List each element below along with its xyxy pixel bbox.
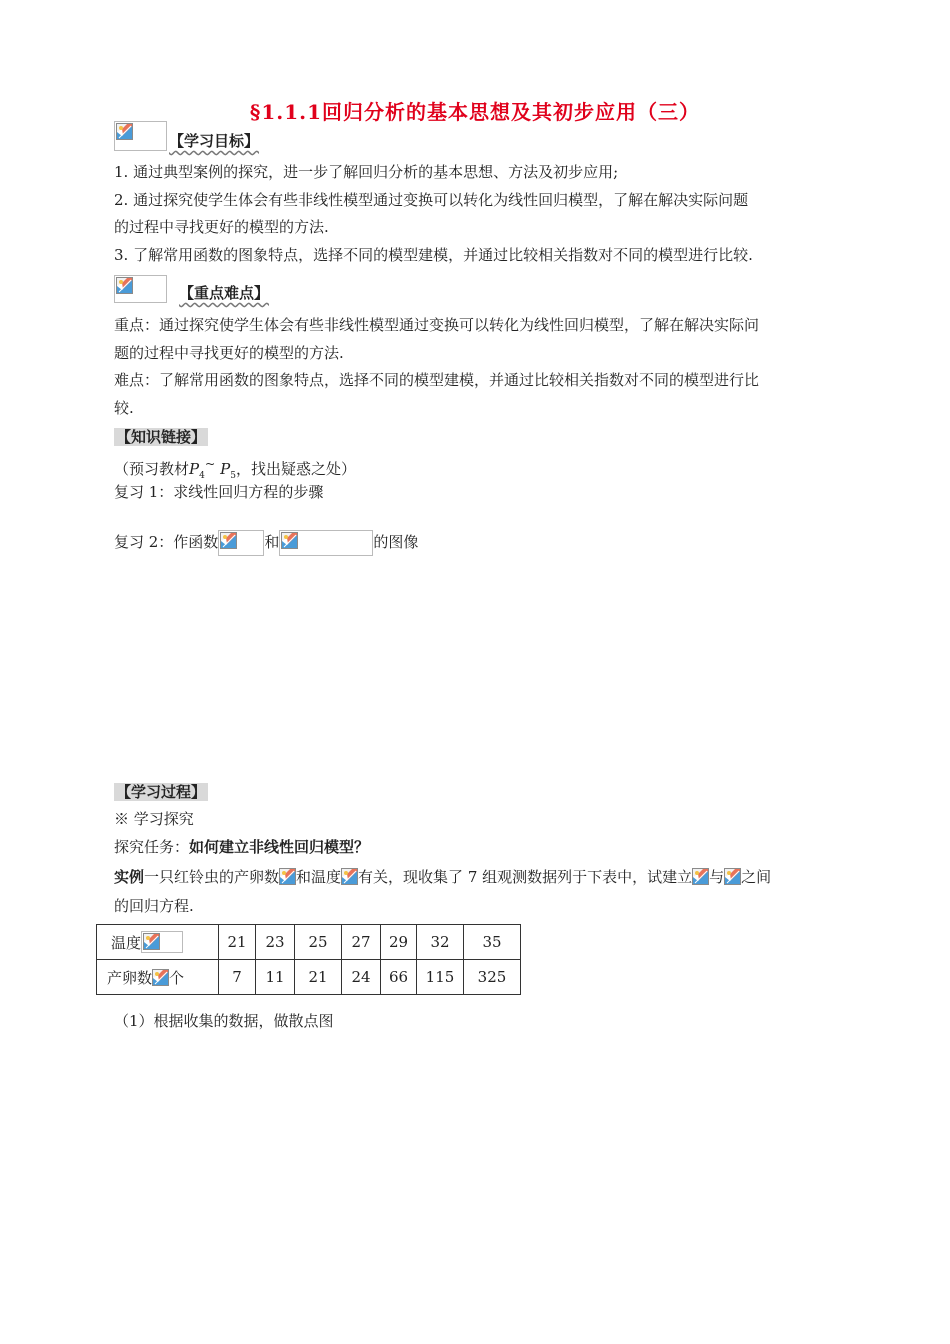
preview-suffix: ，找出疑惑之处） — [235, 460, 356, 478]
temperature-label: 温度 — [111, 934, 142, 952]
broken-image-placeholder — [114, 275, 167, 303]
difficulty-line: 较. — [114, 399, 134, 417]
table-cell: 11 — [256, 960, 295, 995]
page-title: §1.1.1回归分析的基本思想及其初步应用（三） — [249, 100, 701, 124]
table-header-cell — [97, 925, 219, 960]
broken-image-icon — [116, 277, 133, 294]
table-header-cell — [97, 960, 219, 995]
table-cell: 27 — [342, 925, 381, 960]
preview-prefix: （预习教材 — [114, 460, 190, 478]
page-ref-p: P — [189, 460, 200, 478]
key-point-line: 重点：通过探究使学生体会有些非线性模型通过变换可以转化为线性回归模型，了解在解决实际问 — [114, 316, 760, 334]
difficulty-line: 难点：了解常用函数的图象特点，选择不同的模型建模，并通过比较相关指数对不同的模型进行比 — [114, 371, 760, 389]
example-line — [114, 866, 771, 888]
example-line-2: 的回归方程. — [114, 897, 194, 915]
broken-image-icon — [724, 868, 741, 885]
review-2-suffix: 的图像 — [373, 533, 419, 551]
table-cell: 66 — [381, 960, 417, 995]
broken-image-icon — [152, 969, 169, 986]
broken-image-placeholder — [114, 121, 167, 151]
key-points-heading-row — [114, 275, 271, 303]
table-cell: 325 — [464, 960, 521, 995]
egg-count-label: 产卵数 — [107, 968, 153, 987]
page-ref-p: P — [220, 460, 231, 478]
task-title: 如何建立非线性回归模型？ — [189, 838, 370, 856]
objectives-heading: 【学习目标】 — [169, 132, 260, 150]
table-cell: 32 — [417, 925, 464, 960]
broken-image-icon — [116, 123, 133, 140]
process-heading: 【学习过程】 — [116, 783, 207, 801]
broken-image-placeholder — [141, 931, 183, 953]
table-row — [97, 960, 521, 995]
step-1: （1）根据收集的数据，做散点图 — [114, 1012, 334, 1030]
review-1: 复习 1：求线性回归方程的步骤 — [114, 483, 324, 501]
table-row — [97, 925, 521, 960]
broken-image-icon — [341, 868, 358, 885]
table-cell: 35 — [464, 925, 521, 960]
task-prefix: 探究任务： — [114, 838, 190, 856]
broken-image-icon — [281, 532, 298, 549]
broken-image-icon — [220, 532, 237, 549]
example-text: 和温度 — [296, 868, 342, 886]
knowledge-link-row — [114, 426, 208, 448]
objective-item: 3. 了解常用函数的图象特点，选择不同的模型建模，并通过比较相关指数对不同的模型进行比较. — [114, 246, 753, 264]
tilde-mark: ~ — [204, 456, 216, 471]
page-ref-sub: 4 — [199, 471, 205, 481]
broken-image-icon — [279, 868, 296, 885]
function-image-placeholder — [279, 530, 373, 556]
broken-image-icon — [143, 933, 160, 950]
objectives-heading-row — [114, 121, 261, 151]
review-2-prefix: 复习 2：作函数 — [114, 533, 219, 551]
example-text: 与 — [709, 868, 725, 886]
page-ref-sub: 5 — [230, 471, 236, 481]
table-cell: 21 — [219, 925, 256, 960]
function-image-placeholder — [218, 530, 264, 556]
table-cell: 24 — [342, 960, 381, 995]
key-point-line: 题的过程中寻找更好的模型的方法. — [114, 344, 344, 362]
table-cell: 25 — [295, 925, 342, 960]
review-2 — [114, 530, 418, 556]
table-cell: 23 — [256, 925, 295, 960]
explore-label: ※ 学习探究 — [114, 810, 194, 828]
table-cell: 21 — [295, 960, 342, 995]
table-cell: 115 — [417, 960, 464, 995]
knowledge-link-heading: 【知识链接】 — [116, 428, 207, 446]
example-label: 实例 — [114, 868, 145, 886]
table-cell: 7 — [219, 960, 256, 995]
objective-item: 1. 通过典型案例的探究，进一步了解回归分析的基本思想、方法及初步应用; — [114, 163, 619, 181]
objective-item: 的过程中寻找更好的模型的方法. — [114, 218, 329, 236]
process-heading-row — [114, 781, 208, 803]
objective-item: 2. 通过探究使学生体会有些非线性模型通过变换可以转化为线性回归模型，了解在解决实际问题 — [114, 191, 749, 209]
example-text: 有关，现收集了 7 组观测数据列于下表中，试建立 — [358, 868, 693, 886]
example-text: 一只红铃虫的产卵数 — [144, 868, 280, 886]
table-cell: 29 — [381, 925, 417, 960]
observation-table — [96, 924, 521, 995]
egg-count-unit: 个 — [169, 968, 185, 987]
broken-image-icon — [692, 868, 709, 885]
example-text: 之间 — [741, 868, 772, 886]
key-points-heading: 【重点难点】 — [179, 284, 270, 302]
explore-task — [114, 836, 369, 858]
review-2-and: 和 — [264, 533, 280, 551]
